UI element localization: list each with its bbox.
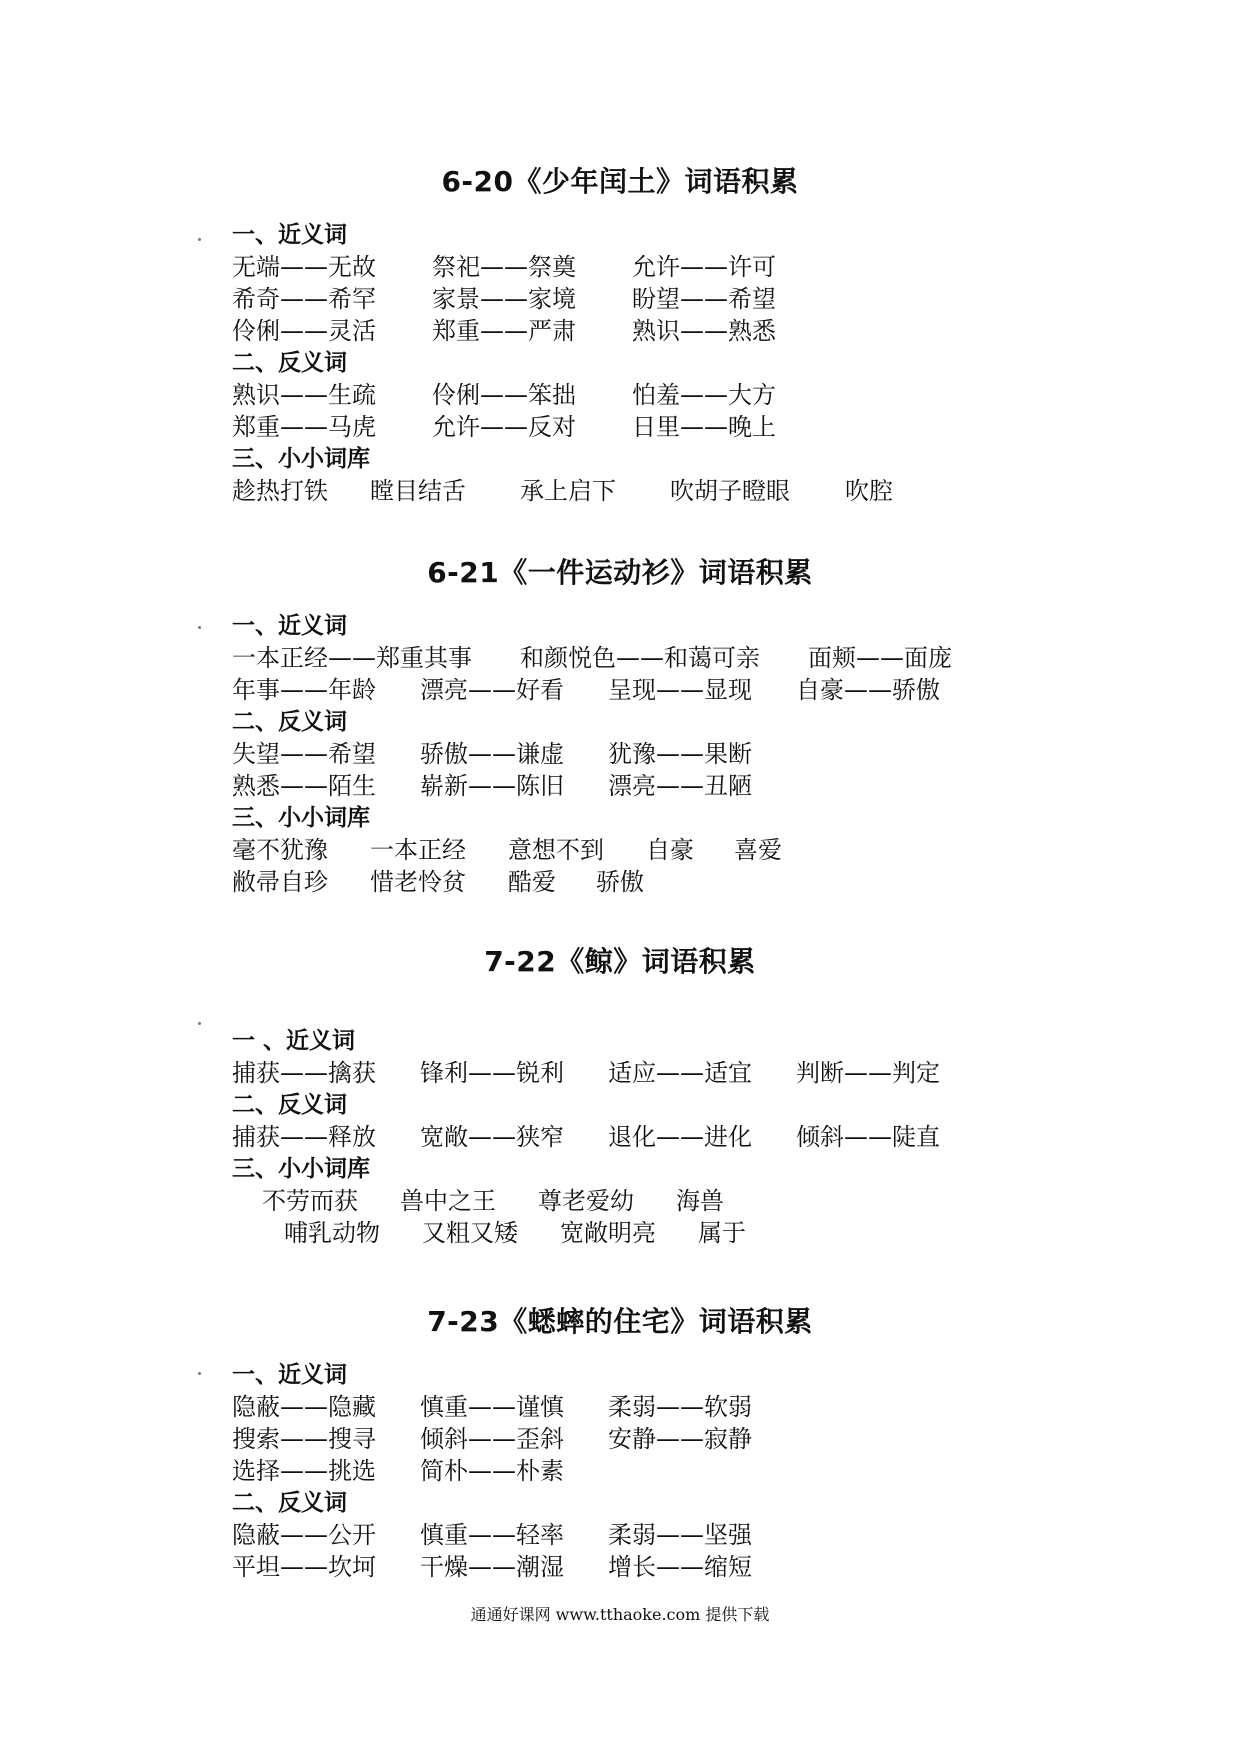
lesson-title: 6-20《少年闰土》词语积累 [441,165,799,198]
word-pair: 漂亮——丑陋 [608,772,752,800]
vocab-word: 一本正经 [370,836,466,864]
vocab-word: 惜老怜贫 [370,868,466,896]
lesson-section [0,553,1240,898]
vocab-word: 哺乳动物 [284,1219,380,1247]
section-heading: 二、反义词 [232,709,347,735]
word-pair: 面颊——面庞 [808,644,952,672]
word-pair: 盼望——希望 [632,285,776,313]
word-pair: 祭祀——祭奠 [432,253,576,281]
word-pair: 增长——缩短 [608,1553,752,1581]
vocab-word: 酷爱 [508,868,556,896]
word-pair: 骄傲——谦虚 [420,740,564,768]
word-pair: 郑重——马虎 [232,413,376,441]
word-row [232,251,1240,283]
word-row [232,866,1240,898]
vocab-word: 承上启下 [520,477,616,505]
section-heading: 三、小小词库 [232,446,370,472]
word-pair: 慎重——轻率 [420,1521,564,1549]
word-pair: 锋利——锐利 [420,1059,564,1087]
word-pair: 慎重——谨慎 [420,1393,564,1421]
word-pair: 选择——挑选 [232,1457,376,1485]
word-pair: 柔弱——软弱 [608,1393,752,1421]
vocab-word: 骄傲 [596,868,644,896]
download-footer: 通通好课网 www.tthaoke.com 提供下载 [470,1605,770,1624]
lesson-title: 6-21《一件运动衫》词语积累 [427,556,813,589]
word-row [232,1551,1240,1583]
lesson-section [0,162,1240,507]
word-section [232,610,1240,898]
word-pair: 日里——晚上 [632,413,776,441]
lesson-section [0,942,1240,1249]
vocab-word: 毫不犹豫 [232,836,328,864]
section-heading: 一 、近义词 [232,1028,356,1054]
word-pair: 捕获——擒获 [232,1059,376,1087]
vocab-word: 瞠目结舌 [370,477,466,505]
word-row [232,283,1240,315]
word-pair: 伶俐——笨拙 [432,381,576,409]
scan-speck [198,626,201,629]
word-row [232,1455,1240,1487]
section-heading: 三、小小词库 [232,805,370,831]
vocab-word: 意想不到 [508,836,604,864]
section-heading: 一、近义词 [232,613,347,639]
scan-speck [198,1372,201,1375]
vocab-word: 趁热打铁 [232,477,328,505]
word-pair: 伶俐——灵活 [232,317,376,345]
word-pair: 退化——进化 [608,1123,752,1151]
word-row [232,1057,1240,1089]
word-pair: 一本正经——郑重其事 [232,644,472,672]
word-row [232,475,1240,507]
word-pair: 年事——年龄 [232,676,376,704]
vocab-word: 又粗又矮 [422,1219,518,1247]
word-pair: 宽敞——狭窄 [420,1123,564,1151]
word-row [232,834,1240,866]
word-row [232,1391,1240,1423]
word-pair: 崭新——陈旧 [420,772,564,800]
word-pair: 熟悉——陌生 [232,772,376,800]
word-pair: 干燥——潮湿 [420,1553,564,1581]
word-row [232,738,1240,770]
word-pair: 柔弱——坚强 [608,1521,752,1549]
word-row [232,642,1240,674]
word-section [232,1359,1240,1583]
vocab-word: 喜爱 [734,836,782,864]
word-row [232,379,1240,411]
vocab-word: 敝帚自珍 [232,868,328,896]
word-pair: 郑重——严肃 [432,317,576,345]
word-section [232,1025,1240,1249]
lesson-section [0,1302,1240,1583]
word-row [232,770,1240,802]
word-pair: 和颜悦色——和蔼可亲 [520,644,760,672]
lesson-title: 7-23《蟋蟀的住宅》词语积累 [427,1305,813,1338]
section-heading: 二、反义词 [232,1092,347,1118]
word-pair: 允许——许可 [632,253,776,281]
scan-speck [198,1022,201,1025]
word-pair: 怕羞——大方 [632,381,776,409]
word-pair: 失望——希望 [232,740,376,768]
word-pair: 自豪——骄傲 [796,676,940,704]
word-section [232,219,1240,507]
word-pair: 倾斜——陡直 [796,1123,940,1151]
vocab-word: 宽敞明亮 [560,1219,656,1247]
scan-speck [198,238,201,241]
word-pair: 家景——家境 [432,285,576,313]
word-pair: 隐蔽——隐藏 [232,1393,376,1421]
word-row [232,1121,1240,1153]
word-pair: 熟识——生疏 [232,381,376,409]
word-pair: 希奇——希罕 [232,285,376,313]
word-row [232,1519,1240,1551]
word-pair: 平坦——坎坷 [232,1553,376,1581]
word-pair: 犹豫——果断 [608,740,752,768]
section-heading: 一、近义词 [232,1362,347,1388]
word-row [232,674,1240,706]
section-heading: 二、反义词 [232,350,347,376]
section-heading: 一、近义词 [232,222,347,248]
vocab-word: 吹腔 [845,477,893,505]
word-pair: 捕获——释放 [232,1123,376,1151]
word-pair: 呈现——显现 [608,676,752,704]
word-pair: 允许——反对 [432,413,576,441]
word-row [232,411,1240,443]
word-pair: 判断——判定 [796,1059,940,1087]
word-pair: 适应——适宜 [608,1059,752,1087]
word-pair: 倾斜——歪斜 [420,1425,564,1453]
vocab-word: 海兽 [676,1187,724,1215]
vocab-word: 吹胡子瞪眼 [670,477,790,505]
word-pair: 搜索——搜寻 [232,1425,376,1453]
vocab-word: 不劳而获 [262,1187,358,1215]
word-row [232,1217,1240,1249]
word-row [232,1423,1240,1455]
vocab-word: 属于 [698,1219,746,1247]
section-heading: 二、反义词 [232,1490,347,1516]
vocab-word: 兽中之王 [400,1187,496,1215]
vocab-word: 尊老爱幼 [538,1187,634,1215]
vocab-word: 自豪 [646,836,694,864]
lesson-title: 7-22《鲸》词语积累 [484,945,756,978]
word-pair: 熟识——熟悉 [632,317,776,345]
word-row [232,315,1240,347]
word-pair: 安静——寂静 [608,1425,752,1453]
word-pair: 漂亮——好看 [420,676,564,704]
word-pair: 无端——无故 [232,253,376,281]
word-pair: 隐蔽——公开 [232,1521,376,1549]
section-heading: 三、小小词库 [232,1156,370,1182]
word-pair: 简朴——朴素 [420,1457,564,1485]
word-row [232,1185,1240,1217]
